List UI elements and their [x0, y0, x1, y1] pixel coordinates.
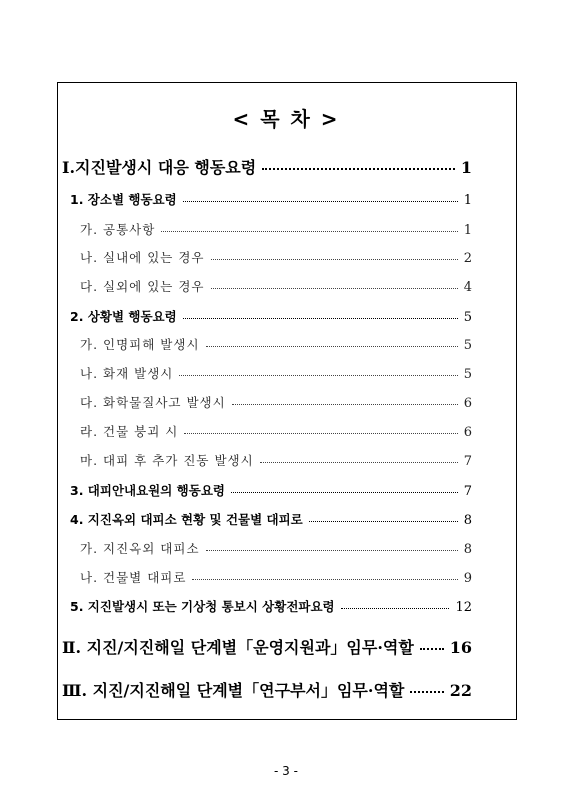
toc-leader-dots	[211, 288, 458, 289]
toc-leader-dots	[211, 259, 458, 260]
toc-entry-label: 가. 공통사항	[80, 222, 156, 237]
toc-entry-label: 다. 화학물질사고 발생시	[80, 395, 226, 410]
toc-entry-page: 6	[463, 425, 472, 440]
toc-entry[interactable]	[70, 190, 472, 208]
toc-entry[interactable]	[62, 155, 472, 178]
toc-entry-label: 라. 건물 붕괴 시	[80, 424, 179, 439]
toc-entry-label: 나. 실내에 있는 경우	[80, 250, 205, 265]
page-number: - 3 -	[274, 764, 298, 778]
toc-entry-page: 2	[463, 251, 472, 266]
toc-entry[interactable]	[62, 678, 472, 701]
toc-entry-label: 3. 대피안내요원의 행동요령	[70, 483, 225, 498]
toc-entry[interactable]	[80, 568, 472, 586]
toc-leader-dots	[179, 375, 457, 376]
toc-entry-label: 2. 상황별 행동요령	[70, 309, 177, 324]
toc-leader-dots	[184, 433, 457, 434]
toc-entry-page: 22	[449, 681, 472, 700]
toc-entry[interactable]	[70, 307, 472, 325]
toc-entry[interactable]	[80, 277, 472, 295]
toc-entry[interactable]	[70, 597, 472, 615]
toc-entry-page: 9	[463, 571, 472, 586]
toc-entry-page: 5	[463, 310, 472, 325]
toc-entry-label: Ⅱ. 지진/지진해일 단계별「운영지원과」임무·역할	[62, 638, 414, 657]
toc-entry-label: Ⅰ.지진발생시 대응 행동요령	[62, 158, 257, 177]
toc-entry-page: 5	[463, 367, 472, 382]
toc-entry-label: 4. 지진옥외 대피소 현황 및 건물별 대피로	[70, 512, 303, 527]
toc-leader-dots	[183, 201, 458, 202]
toc-entry-page: 4	[463, 280, 472, 295]
toc-entry-label: Ⅲ. 지진/지진해일 단계별「연구부서」임무·역할	[62, 681, 405, 700]
toc-leader-dots	[309, 521, 458, 522]
toc-entry-label: 나. 건물별 대피로	[80, 570, 187, 585]
toc-entry-label: 가. 인명피해 발생시	[80, 337, 200, 352]
toc-entry[interactable]	[80, 248, 472, 266]
toc-entry-page: 1	[460, 158, 472, 177]
toc-entry[interactable]	[62, 635, 472, 658]
toc-entry[interactable]	[80, 539, 472, 557]
toc-leader-dots	[192, 579, 457, 580]
toc-leader-dots	[206, 550, 458, 551]
toc-leader-dots	[183, 318, 458, 319]
toc-entry-page: 12	[455, 600, 472, 615]
toc-entry[interactable]	[80, 422, 472, 440]
toc-entry-page: 1	[463, 223, 472, 238]
toc-entry-page: 1	[463, 193, 472, 208]
toc-entry-page: 6	[463, 396, 472, 411]
toc-entry[interactable]	[80, 220, 472, 238]
toc-title: < 목 차 >	[232, 107, 340, 131]
toc-leader-dots	[231, 492, 458, 493]
toc-entry[interactable]	[70, 481, 472, 499]
toc-entry-label: 1. 장소별 행동요령	[70, 192, 177, 207]
toc-leader-dots	[410, 691, 443, 693]
toc-entry-page: 8	[463, 542, 472, 557]
toc-entry[interactable]	[80, 393, 472, 411]
toc-entry-label: 마. 대피 후 추가 진동 발생시	[80, 453, 254, 468]
toc-entry-page: 5	[463, 338, 472, 353]
toc-entry-label: 5. 지진발생시 또는 기상청 통보시 상황전파요령	[70, 599, 335, 614]
toc-leader-dots	[232, 404, 458, 405]
toc-entry-page: 16	[449, 638, 472, 657]
toc-entry[interactable]	[80, 364, 472, 382]
toc-entry-page: 7	[463, 484, 472, 499]
toc-entry[interactable]	[80, 335, 472, 353]
toc-leader-dots	[262, 168, 455, 170]
toc-entry[interactable]	[70, 510, 472, 528]
toc-leader-dots	[161, 231, 457, 232]
toc-entry-label: 다. 실외에 있는 경우	[80, 279, 205, 294]
toc-leader-dots	[341, 608, 450, 609]
toc-leader-dots	[206, 346, 458, 347]
toc-entry-page: 8	[463, 513, 472, 528]
toc-leader-dots	[260, 462, 458, 463]
toc-entry-label: 가. 지진옥외 대피소	[80, 541, 200, 556]
toc-entry[interactable]	[80, 451, 472, 469]
toc-entry-label: 나. 화재 발생시	[80, 366, 174, 381]
toc-leader-dots	[420, 648, 444, 650]
toc-entry-page: 7	[463, 454, 472, 469]
